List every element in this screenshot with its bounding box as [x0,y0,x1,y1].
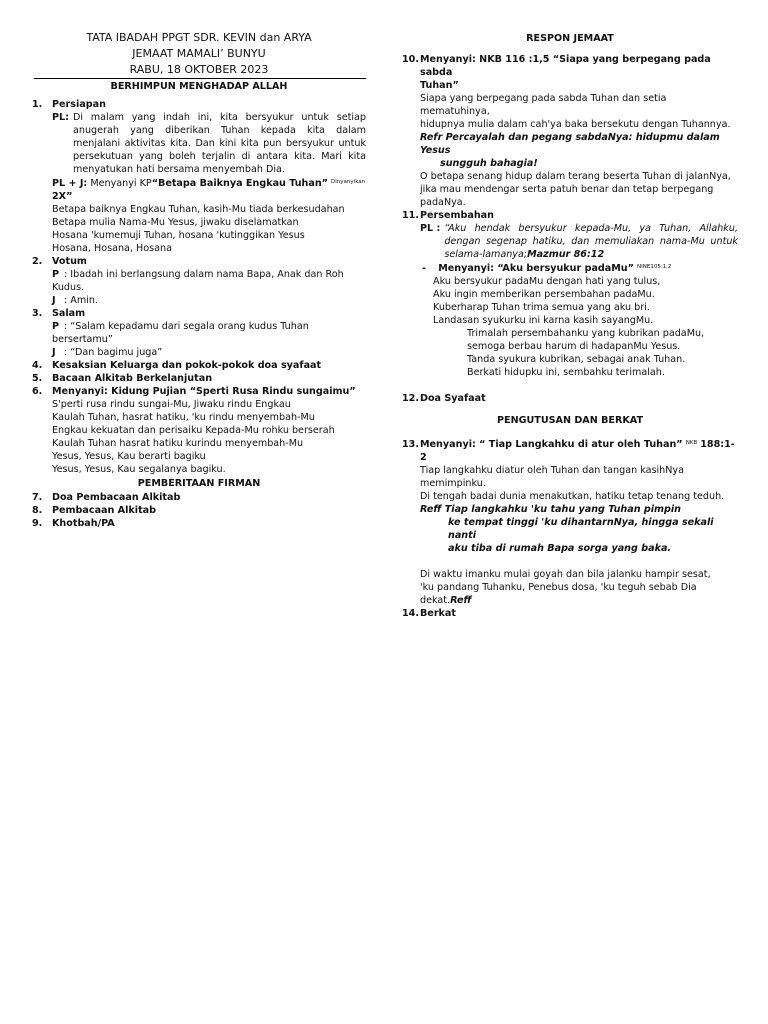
left-column [32,30,366,530]
lyric-line: Aku ingin memberikan persembahan padaMu. [433,289,655,300]
lyrics-block-6 [32,398,366,476]
pl-text [444,222,738,261]
agenda-item-13 [402,438,738,464]
item-title: Berkat [420,608,456,619]
section-title-respon: RESPON JEMAAT [526,33,614,44]
item-number: 11. [402,210,419,221]
item-title: Menyanyi: Kidung Pujian “Sperti Rusa Rindu sungaimu” [52,386,356,397]
agenda-item-8 [32,504,366,517]
pl-quote: “Aku hendak bersyukur kepada-Mu, ya Tuhan, Allahku, dengan segenap hatiku, dan memuliakan nama-Mu untuk selama-lamanya; [444,223,738,260]
lyric-line: Kuberharap Tuhan trima semua yang aku bri. [433,302,650,313]
song-note: NINE105:1,2 [637,264,672,270]
lyric-line: Tanda syukura kubrikan, sebagai anak Tuhan. [467,354,686,365]
agenda-item-6 [32,385,366,398]
item-number: 7. [32,492,43,503]
item-title: Bacaan Alkitab Berkelanjutan [52,373,213,384]
refrain-line: sungguh bahagia! [440,158,538,169]
lyric-line: O betapa senang hidup dalam terang beserta Tuhan di jalanNya, [420,171,731,182]
lyrics-block-1 [32,203,366,255]
pl-line [402,222,738,261]
lyric-line: Di waktu imanku mulai goyah dan bila jalanku hampir sesat, [420,569,711,580]
j-tag: J [52,295,56,306]
doc-title-line1: TATA IBADAH PPGT SDR. KEVIN dan ARYA [86,31,312,44]
item-number: 1. [32,99,43,110]
votum-j-line [32,294,366,307]
lyric-line: Betapa mulia Nama-Mu Yesus, jiwaku diselamatkan [52,217,299,228]
song-title: Menyanyi: “Aku bersyukur padaMu” [438,263,634,274]
p-text: : “Salam kepadamu dari segala orang kudus Tuhan bersertamu” [52,321,309,345]
item-number: 3. [32,308,43,319]
song-dash: - [422,263,426,274]
lyric-line: hidupnya mulia dalam cah'ya baka bersekutu dengan Tuhannya. [420,119,731,130]
lyric-line: Kaulah Tuhan hasrat hatiku kurindu menyembah-Mu [52,438,304,449]
verse-2 [402,568,738,607]
salam-j-line [32,346,366,359]
agenda-item-14 [402,607,738,620]
pl-tag: PL : [420,223,441,234]
item-title-cont: Tuhan” [420,80,459,91]
song-note: Dinyanyikan [331,179,366,185]
item-title-group [420,438,738,464]
verse-2 [402,327,738,379]
item-number: 8. [32,505,43,516]
item-number: 4. [32,360,43,371]
lyric-text: 'ku pandang Tuhanku, Penebus dosa, 'ku teguh sebab Dia dekat. [420,582,697,606]
lyric-line: Siapa yang berpegang pada sabda Tuhan dan setia mematuhinya, [420,93,667,117]
item-number: 6. [32,386,43,397]
item-title: Persiapan [52,99,106,110]
agenda-item-1 [32,98,366,111]
agenda-item-7 [32,491,366,504]
verse-1 [402,92,738,131]
lyric-line: semoga berbau harum di hadapanMu Yesus. [467,341,681,352]
item-title-ref: 188:1-2 [420,439,735,463]
item-title: Persembahan [420,210,494,221]
item-number: 12. [402,393,419,404]
agenda-item-12 [402,392,738,405]
p-text: : Ibadah ini berlangsung dalam nama Bapa, Anak dan Roh Kudus. [52,269,344,293]
item-number: 14. [402,608,419,619]
item-number: 9. [32,518,43,529]
lyric-line: Di tengah badai dunia menakutkan, hatiku tetap tenang teduh. [420,491,725,502]
pl-ref: Mazmur 86:12 [527,249,605,260]
pl-tag: PL: [52,112,69,123]
section-title-pengutusan: PENGUTUSAN DAN BERKAT [497,415,643,426]
lyric-line: jika mau mendengar serta patuh benar dan tetap berpegang padaNya. [420,184,714,208]
agenda-item-5 [32,372,366,385]
item-number: 10. [402,54,419,65]
lyric-line: Landasan syukurku ini karna kasih sayangMu. [433,315,654,326]
pl-text: Di malam yang indah ini, kita bersyukur untuk setiap anugerah yang diberikan Tuhan kepada kita dalam menjalani aktivitas kita. Dan kini kita pun bersyukur untuk persekutuan yang boleh terjalin di antara kita. Mari kita menyatukan hati bersama menyembah Dia. [72,112,366,175]
item-title: Khotbah/PA [52,518,115,529]
refrain-line: Refr Percayalah dan pegang sabdaNya: hidupmu dalam Yesus [420,132,720,156]
pl-j-tag: PL + J: [52,178,88,189]
refrain-line: aku tiba di rumah Bapa sorga yang baka. [448,543,672,554]
agenda-item-9 [32,517,366,530]
lyric-line: Betapa baiknya Engkau Tuhan, kasih-Mu tiada berkesudahan [52,204,345,215]
item-title: Pembacaan Alkitab [52,505,156,516]
header-divider [34,78,366,79]
pl-j-line [32,177,366,203]
item-number: 13. [402,439,419,450]
j-tag: J [52,347,56,358]
lyric-line: S'perti rusa rindu sungai-Mu, Jiwaku rindu Engkau [52,399,291,410]
item-title: Menyanyi: “ Tiap Langkahku di atur oleh Tuhan” [420,439,683,450]
p-tag: P [52,269,60,280]
verse-5 [402,170,738,209]
lyric-line: Trimalah persembahanku yang kubrikan padaMu, [467,328,705,339]
salam-p-line [32,320,366,346]
lyric-line: Engkau kekuatan dan perisaiku Kepada-Mu rohku berserah [52,425,335,436]
lyric-line: Yesus, Yesus, Kau segalanya bagiku. [52,464,226,475]
lyric-line: Aku bersyukur padaMu dengan hati yang tulus, [433,276,661,287]
lyric-line: Berkati hidupku ini, sembahku terimalah. [467,367,665,378]
pl-line [32,111,366,176]
item-title: Kesaksian Keluarga dan pokok-pokok doa syafaat [52,360,322,371]
verse-1 [402,464,738,503]
lyric-line: Yesus, Yesus, Kau berarti bagiku [52,451,206,462]
section-title-pemberitaan: PEMBERITAAN FIRMAN [137,478,261,489]
j-text: : “Dan bagimu juga” [64,347,163,358]
lyric-line: Kaulah Tuhan, hasrat hatiku, 'ku rindu menyembah-Mu [52,412,315,423]
item-title: Doa Syafaat [420,393,486,404]
agenda-item-10 [402,53,738,79]
song-repeat: 2X” [52,191,73,202]
doc-date: RABU, 18 OKTOBER 2023 [129,63,269,76]
refrain-line: ke tempat tinggi 'ku dihantarnNya, hingga sekali nanti [448,517,714,541]
section-title-berhimpun: BERHIMPUN MENGHADAP ALLAH [110,81,288,92]
agenda-item-2 [32,255,366,268]
item-number: 5. [32,373,43,384]
verse-1 [402,275,738,327]
lyric-line: Hosana, Hosana, Hosana [52,243,172,254]
reff-marker: Reff [450,595,472,606]
right-column [402,30,738,620]
p-tag: P [52,321,60,332]
item-title: Salam [52,308,86,319]
pl-j-pre: Menyanyi KP [90,178,152,189]
votum-p-line [32,268,366,294]
agenda-item-3 [32,307,366,320]
item-title: Menyanyi: NKB 116 :1,5 “Siapa yang berpegang pada sabda [420,54,711,78]
item-title: Doa Pembacaan Alkitab [52,492,181,503]
lyric-line: Tiap langkahku diatur oleh Tuhan dan tangan kasihNya memimpinku. [420,465,684,489]
agenda-item-4 [32,359,366,372]
book-note: NKB [685,440,698,446]
lyric-line [420,581,738,607]
lyric-line: Hosana 'kumemuji Tuhan, hosana 'kutinggikan Yesus [52,230,305,241]
doc-title-line2: JEMAAT MAMALI’ BUNYU [132,47,266,60]
j-text: : Amin. [64,295,98,306]
song-line [402,262,738,275]
item-number: 2. [32,256,43,267]
item-title: Votum [52,256,87,267]
song-title: “Betapa Baiknya Engkau Tuhan” [151,178,328,189]
agenda-item-11 [402,209,738,222]
refrain-line: Reff Tiap langkahku 'ku tahu yang Tuhan pimpin [420,504,682,515]
